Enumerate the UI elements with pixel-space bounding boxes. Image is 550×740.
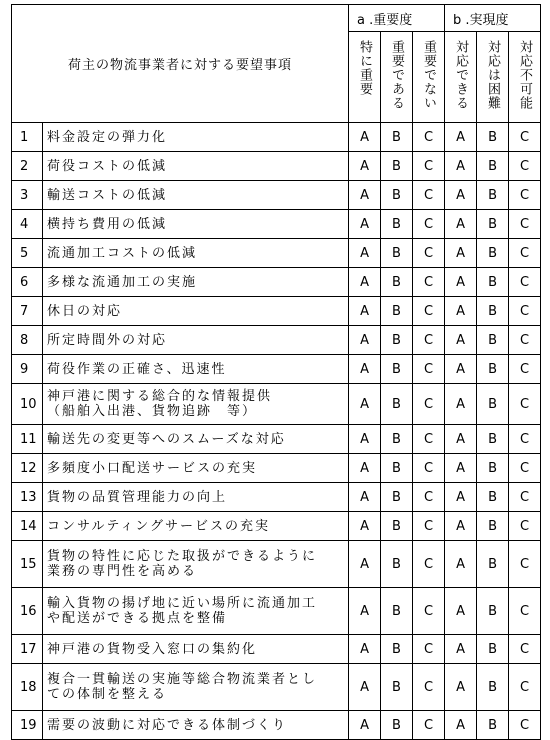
table-row [12,635,541,664]
option-impossible[interactable]: C [509,268,541,297]
option-can-respond[interactable]: A [445,210,477,239]
feasibility-group-header: b .実現度 [445,5,541,32]
table-row [12,711,541,740]
option-not-important[interactable]: C [413,664,445,711]
option-very-important[interactable]: A [349,297,381,326]
option-important[interactable]: B [381,384,413,425]
option-very-important[interactable]: A [349,512,381,541]
request-item-text: 神戸港の貨物受入窓口の集約化 [43,635,349,664]
subheader-impossible: 対応不可能 [509,32,541,123]
request-item-text: 荷役コストの低減 [43,152,349,181]
option-difficult[interactable]: B [477,210,509,239]
row-number: 13 [12,483,43,512]
row-number: 9 [12,355,43,384]
option-impossible[interactable]: C [509,123,541,152]
subheader-important: 重要である [381,32,413,123]
option-not-important[interactable]: C [413,326,445,355]
row-number: 3 [12,181,43,210]
option-very-important[interactable]: A [349,711,381,740]
row-number: 4 [12,210,43,239]
option-impossible[interactable]: C [509,635,541,664]
request-item-text: コンサルティングサービスの充実 [43,512,349,541]
option-difficult[interactable]: B [477,664,509,711]
request-item-text: 輸送コストの低減 [43,181,349,210]
option-difficult[interactable]: B [477,123,509,152]
option-can-respond[interactable]: A [445,483,477,512]
option-not-important[interactable]: C [413,425,445,454]
request-item-text: 料金設定の弾力化 [43,123,349,152]
option-important[interactable]: B [381,541,413,588]
option-not-important[interactable]: C [413,454,445,483]
option-difficult[interactable]: B [477,297,509,326]
option-can-respond[interactable]: A [445,588,477,635]
request-item-text: 休日の対応 [43,297,349,326]
option-very-important[interactable]: A [349,210,381,239]
table-row [12,268,541,297]
option-impossible[interactable]: C [509,711,541,740]
option-difficult[interactable]: B [477,512,509,541]
request-item-text: 複合一貫輸送の実施等総合物流業者とし ての体制を整える [43,664,349,711]
request-item-text: 貨物の特性に応じた取扱ができるように 業務の専門性を高める [43,541,349,588]
option-difficult[interactable]: B [477,181,509,210]
option-very-important[interactable]: A [349,384,381,425]
option-important[interactable]: B [381,152,413,181]
option-not-important[interactable]: C [413,512,445,541]
option-difficult[interactable]: B [477,355,509,384]
request-item-text: 多様な流通加工の実施 [43,268,349,297]
option-important[interactable]: B [381,635,413,664]
option-very-important[interactable]: A [349,152,381,181]
row-number: 12 [12,454,43,483]
option-impossible[interactable]: C [509,239,541,268]
row-number: 16 [12,588,43,635]
option-not-important[interactable]: C [413,384,445,425]
option-important[interactable]: B [381,326,413,355]
option-difficult[interactable]: B [477,268,509,297]
option-important[interactable]: B [381,239,413,268]
table-row [12,454,541,483]
option-can-respond[interactable]: A [445,123,477,152]
subheader-difficult: 対応は困難 [477,32,509,123]
request-item-text: 貨物の品質管理能力の向上 [43,483,349,512]
option-not-important[interactable]: C [413,152,445,181]
request-item-text: 所定時間外の対応 [43,326,349,355]
row-number: 2 [12,152,43,181]
option-important[interactable]: B [381,210,413,239]
request-item-text: 需要の波動に対応できる体制づくり [43,711,349,740]
option-difficult[interactable]: B [477,541,509,588]
option-can-respond[interactable]: A [445,268,477,297]
request-item-text: 輸送先の変更等へのスムーズな対応 [43,425,349,454]
option-can-respond[interactable]: A [445,635,477,664]
option-can-respond[interactable]: A [445,541,477,588]
option-not-important[interactable]: C [413,588,445,635]
request-item-text: 神戸港に関する総合的な情報提供 （船舶入出港、貨物追跡 等） [43,384,349,425]
option-impossible[interactable]: C [509,483,541,512]
option-can-respond[interactable]: A [445,425,477,454]
requests-survey-table [11,4,541,740]
table-row [12,152,541,181]
option-impossible[interactable]: C [509,181,541,210]
request-item-text: 荷役作業の正確さ、迅速性 [43,355,349,384]
option-very-important[interactable]: A [349,541,381,588]
request-item-text: 流通加工コストの低減 [43,239,349,268]
option-important[interactable]: B [381,711,413,740]
table-row [12,239,541,268]
option-very-important[interactable]: A [349,588,381,635]
option-can-respond[interactable]: A [445,152,477,181]
option-very-important[interactable]: A [349,483,381,512]
request-item-text: 輸入貨物の揚げ地に近い場所に流通加工 や配送ができる拠点を整備 [43,588,349,635]
option-not-important[interactable]: C [413,711,445,740]
request-item-text: 横持ち費用の低減 [43,210,349,239]
option-can-respond[interactable]: A [445,355,477,384]
option-important[interactable]: B [381,512,413,541]
option-not-important[interactable]: C [413,239,445,268]
option-not-important[interactable]: C [413,541,445,588]
option-difficult[interactable]: B [477,326,509,355]
option-not-important[interactable]: C [413,268,445,297]
option-impossible[interactable]: C [509,210,541,239]
option-not-important[interactable]: C [413,297,445,326]
option-important[interactable]: B [381,425,413,454]
row-number: 6 [12,268,43,297]
option-important[interactable]: B [381,483,413,512]
option-very-important[interactable]: A [349,326,381,355]
option-very-important[interactable]: A [349,239,381,268]
table-row [12,326,541,355]
option-important[interactable]: B [381,664,413,711]
option-impossible[interactable]: C [509,541,541,588]
table-row [12,425,541,454]
option-can-respond[interactable]: A [445,711,477,740]
option-can-respond[interactable]: A [445,326,477,355]
table-row [12,210,541,239]
option-difficult[interactable]: B [477,239,509,268]
option-very-important[interactable]: A [349,664,381,711]
option-impossible[interactable]: C [509,326,541,355]
option-impossible[interactable]: C [509,454,541,483]
table-row [12,541,541,588]
option-can-respond[interactable]: A [445,239,477,268]
option-can-respond[interactable]: A [445,297,477,326]
option-difficult[interactable]: B [477,425,509,454]
option-can-respond[interactable]: A [445,454,477,483]
importance-group-header: a .重要度 [349,5,445,32]
row-number: 5 [12,239,43,268]
option-difficult[interactable]: B [477,588,509,635]
row-number: 8 [12,326,43,355]
option-important[interactable]: B [381,454,413,483]
option-difficult[interactable]: B [477,635,509,664]
table-row [12,355,541,384]
option-important[interactable]: B [381,355,413,384]
option-impossible[interactable]: C [509,512,541,541]
option-impossible[interactable]: C [509,588,541,635]
option-not-important[interactable]: C [413,210,445,239]
row-number: 10 [12,384,43,425]
option-difficult[interactable]: B [477,483,509,512]
table-row [12,512,541,541]
option-difficult[interactable]: B [477,152,509,181]
item-column-header: 荷主の物流事業者に対する要望事項 [12,5,349,123]
option-very-important[interactable]: A [349,355,381,384]
option-important[interactable]: B [381,268,413,297]
row-number: 17 [12,635,43,664]
row-number: 15 [12,541,43,588]
option-impossible[interactable]: C [509,297,541,326]
subheader-not-important: 重要でない [413,32,445,123]
option-very-important[interactable]: A [349,181,381,210]
option-can-respond[interactable]: A [445,181,477,210]
table-row [12,181,541,210]
option-can-respond[interactable]: A [445,664,477,711]
option-very-important[interactable]: A [349,425,381,454]
option-very-important[interactable]: A [349,635,381,664]
row-number: 19 [12,711,43,740]
table-row [12,384,541,425]
option-can-respond[interactable]: A [445,512,477,541]
option-not-important[interactable]: C [413,181,445,210]
row-number: 7 [12,297,43,326]
option-difficult[interactable]: B [477,384,509,425]
table-row [12,588,541,635]
row-number: 1 [12,123,43,152]
request-item-text: 多頻度小口配送サービスの充実 [43,454,349,483]
option-impossible[interactable]: C [509,152,541,181]
option-important[interactable]: B [381,123,413,152]
row-number: 14 [12,512,43,541]
option-impossible[interactable]: C [509,384,541,425]
option-very-important[interactable]: A [349,123,381,152]
row-number: 18 [12,664,43,711]
option-difficult[interactable]: B [477,711,509,740]
option-not-important[interactable]: C [413,123,445,152]
option-very-important[interactable]: A [349,454,381,483]
table-row [12,123,541,152]
option-not-important[interactable]: C [413,483,445,512]
table-row [12,483,541,512]
option-can-respond[interactable]: A [445,384,477,425]
subheader-can-respond: 対応できる [445,32,477,123]
table-row [12,297,541,326]
table-row [12,664,541,711]
option-very-important[interactable]: A [349,268,381,297]
option-impossible[interactable]: C [509,664,541,711]
option-difficult[interactable]: B [477,454,509,483]
option-not-important[interactable]: C [413,635,445,664]
option-not-important[interactable]: C [413,355,445,384]
option-important[interactable]: B [381,181,413,210]
option-impossible[interactable]: C [509,425,541,454]
option-important[interactable]: B [381,297,413,326]
subheader-very-important: 特に重要 [349,32,381,123]
option-important[interactable]: B [381,588,413,635]
row-number: 11 [12,425,43,454]
option-impossible[interactable]: C [509,355,541,384]
